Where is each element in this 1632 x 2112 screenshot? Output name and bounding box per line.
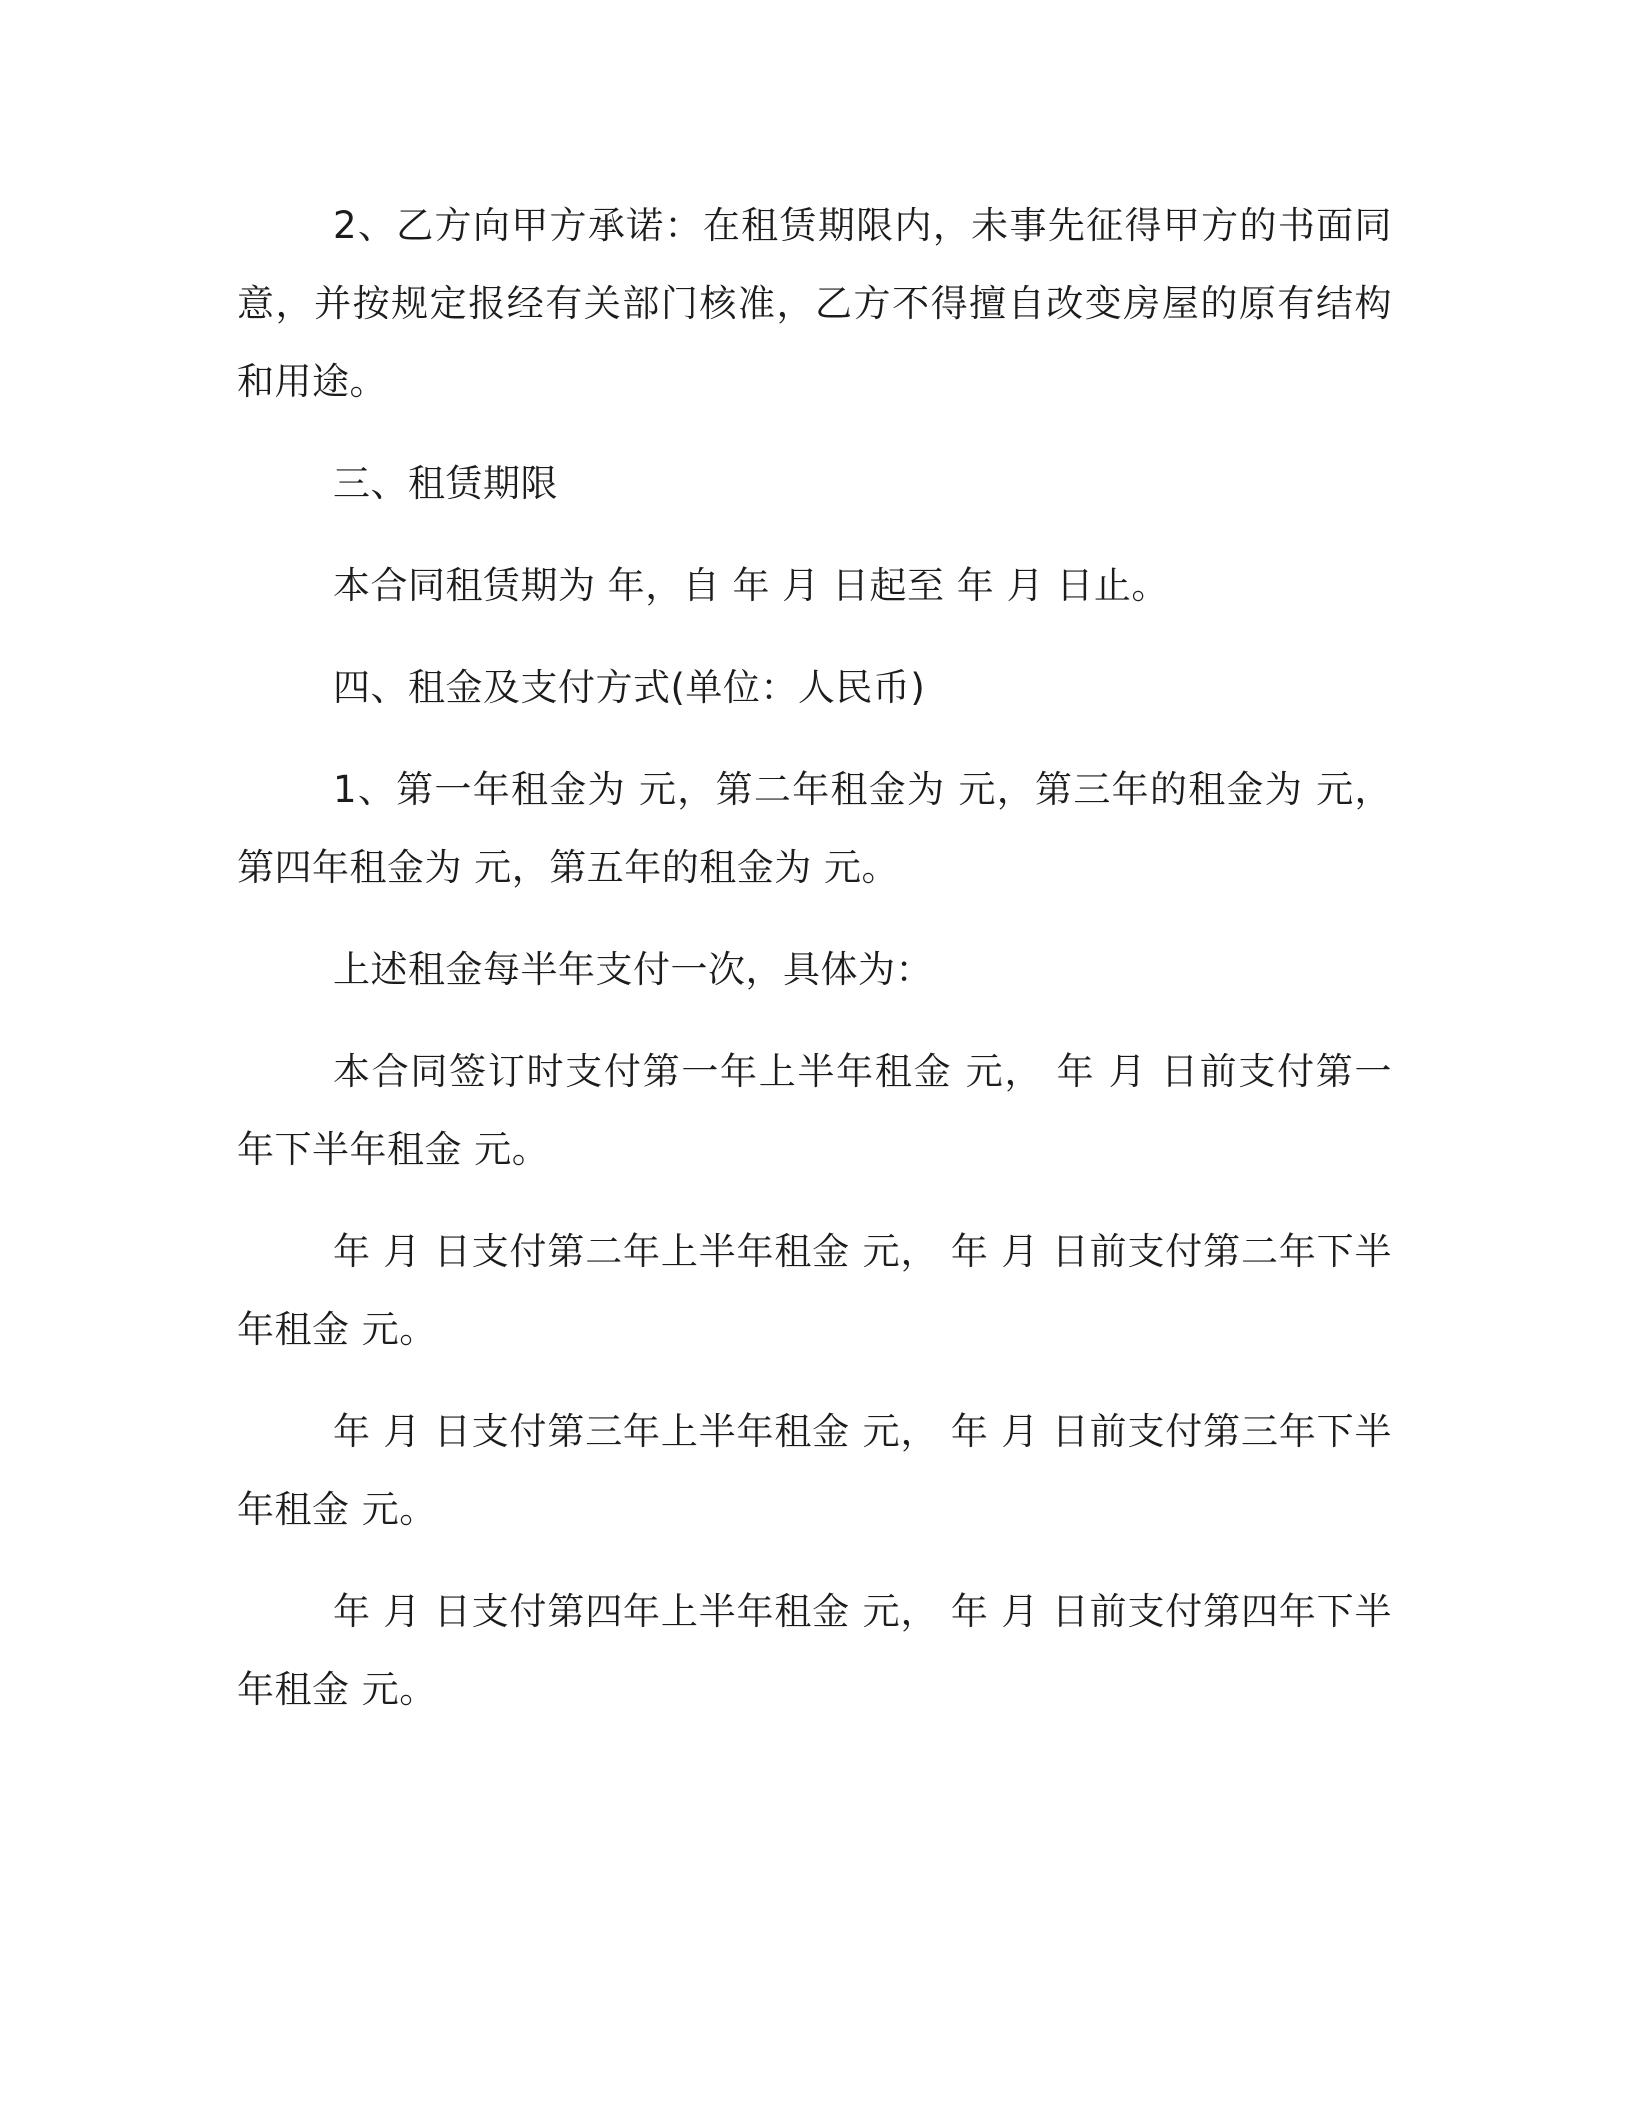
paragraph-lease-period: 本合同租赁期为 年，自 年 月 日起至 年 月 日止。 xyxy=(333,564,1169,607)
paragraph-payment-schedule: 上述租金每半年支付一次，具体为： xyxy=(333,948,933,991)
paragraph-annual-rent: 1、第一年租金为 元，第二年租金为 元，第三年的租金为 元，第四年租金为 元，第五年的租金为 元。 xyxy=(237,768,1392,889)
paragraph-year3-payment: 年 月 日支付第三年上半年租金 元， 年 月 日前支付第三年下半年租金 元。 xyxy=(237,1410,1392,1531)
heading-rent-payment: 四、租金及支付方式(单位：人民币) xyxy=(333,666,926,709)
document-body xyxy=(237,187,1392,1753)
paragraph-commitment: 2、乙方向甲方承诺：在租赁期限内，未事先征得甲方的书面同意，并按规定报经有关部门核准，乙方不得擅自改变房屋的原有结构和用途。 xyxy=(237,204,1392,403)
heading-lease-term: 三、租赁期限 xyxy=(333,462,558,505)
paragraph-year2-payment: 年 月 日支付第二年上半年租金 元， 年 月 日前支付第二年下半年租金 元。 xyxy=(237,1230,1392,1351)
paragraph-year1-payment: 本合同签订时支付第一年上半年租金 元， 年 月 日前支付第一年下半年租金 元。 xyxy=(237,1050,1392,1171)
paragraph-year4-payment: 年 月 日支付第四年上半年租金 元， 年 月 日前支付第四年下半年租金 元。 xyxy=(237,1590,1392,1711)
